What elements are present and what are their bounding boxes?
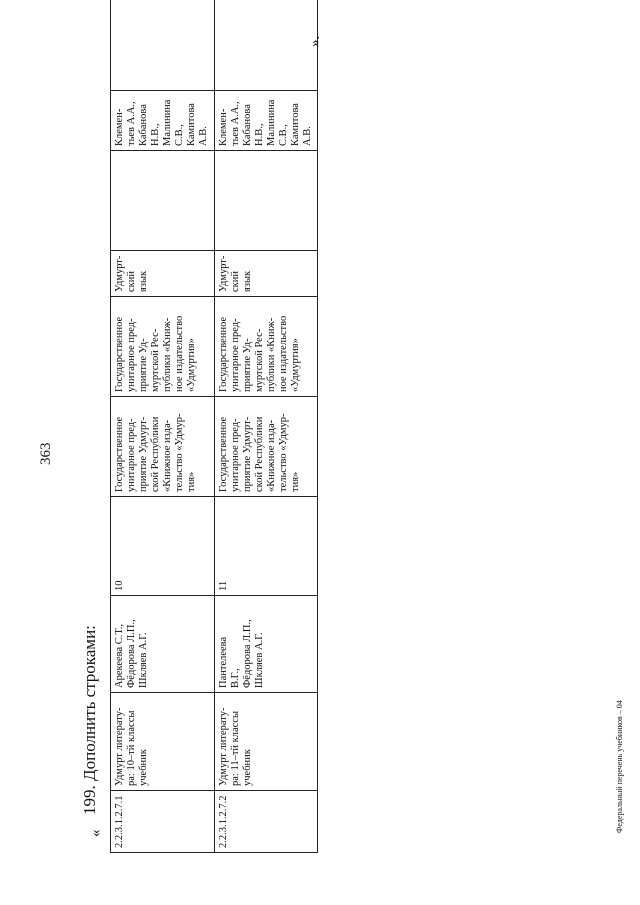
textbook-table: [110, 0, 318, 853]
cell-empty: [214, 151, 318, 251]
cell-title: Удмурт литерату- ра: 10–тй классы учебник: [111, 693, 215, 791]
cell-developers: Клемен- тьев А.А., Кабанова Н.В., Малинина С.В., Камитова А.В.: [214, 91, 318, 151]
cell-authors: Арекеева С.Т., Фёдорова Л.П., Шкляев А.Г.: [111, 596, 215, 693]
closing-quote: ».: [307, 35, 323, 47]
cell-language: Удмурт- ский язык: [111, 251, 215, 297]
cell-empty: [111, 151, 215, 251]
cell-publisher-2: Государственное унитарное пред- приятие Уд- муртской Рес- публики «Книж- ное издательство «Удмуртия»: [111, 297, 215, 397]
cell-empty-2: [111, 0, 215, 91]
table-row: [214, 0, 318, 853]
cell-authors: Пантелеева В.Г., Фёдорова Л.П., Шкляев А.Г.: [214, 596, 318, 693]
cell-publisher: Государственное унитарное пред- приятие Удмурт- ской Республики «Книжное изда- тельство «Удмур- тия»: [214, 397, 318, 497]
footer-text: Федеральный перечень учебников – 04: [615, 700, 624, 833]
cell-developers: Клемен- тьев А.А., Кабанова Н.В., Малинина С.В., Камитова А.В.: [111, 91, 215, 151]
cell-grade: 10: [111, 497, 215, 596]
cell-code: 2.2.3.1.2.7.2: [214, 791, 318, 853]
opening-quote: «: [88, 829, 104, 837]
cell-empty-2: [214, 0, 318, 91]
cell-language: Удмурт- ский язык: [214, 251, 318, 297]
page-number: 363: [38, 442, 54, 465]
cell-publisher-2: Государственное унитарное пред- приятие Уд- муртской Рес- публики «Книж- ное издательство «Удмуртия»: [214, 297, 318, 397]
cell-publisher: Государственное унитарное пред- приятие Удмурт- ской Республики «Книжное изда- тельство «Удмур- тия»: [111, 397, 215, 497]
table-row: [111, 0, 215, 853]
cell-code: 2.2.3.1.2.7.1: [111, 791, 215, 853]
cell-title: Удмурт литерату- ра: 11–тй классы учебник: [214, 693, 318, 791]
section-heading: 199. Дополнить строками:: [80, 625, 99, 815]
cell-grade: 11: [214, 497, 318, 596]
